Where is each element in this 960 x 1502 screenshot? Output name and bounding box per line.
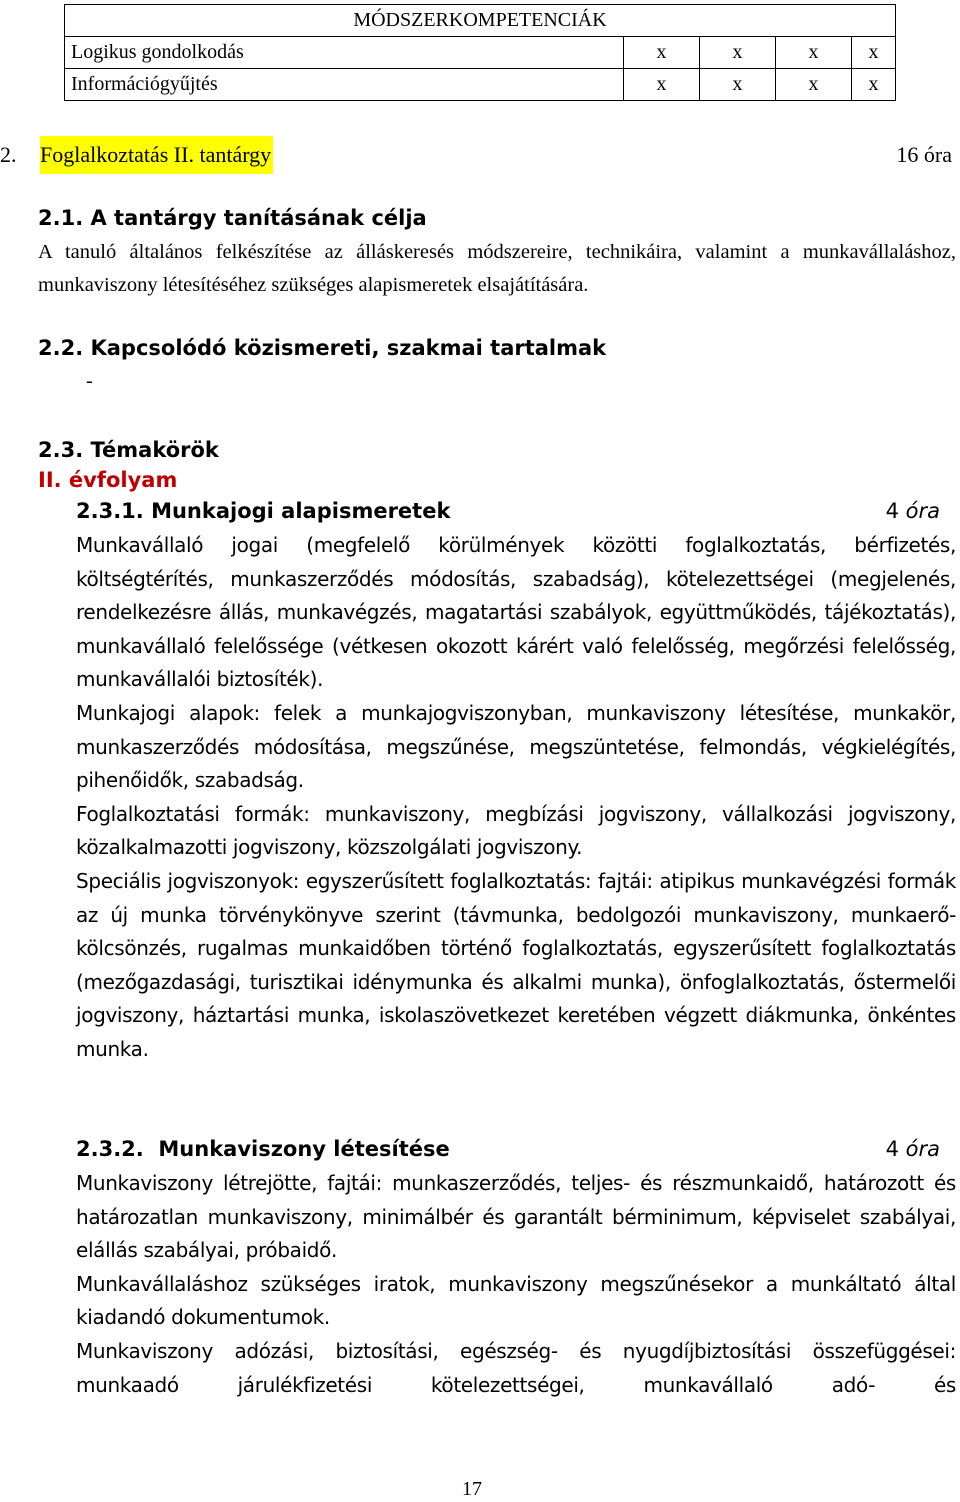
topic-2-heading: 2.3.2. Munkaviszony létesítése [76, 1137, 450, 1161]
mark-cell: x [700, 37, 776, 69]
competency-table [64, 4, 896, 101]
year-label: II. évfolyam [38, 468, 178, 492]
topic-2-body [76, 1167, 956, 1402]
topic-2-hours: 4 óra [885, 1137, 940, 1161]
mark-cell: x [624, 69, 700, 101]
mark-cell: x [776, 37, 852, 69]
row-label: Információgyűjtés [65, 69, 624, 101]
section-2-2-dash: - [86, 370, 93, 392]
page-number: 17 [462, 1478, 482, 1500]
subject-hours: 16 óra [896, 142, 952, 167]
mark-cell: x [624, 37, 700, 69]
paragraph: Munkaviszony adózási, biztosítási, egészség- és nyugdíjbiztosítási összefüggései: munkaadó járulékfizetési kötelezettségei, munkavállaló adó- és [76, 1338, 956, 1397]
table-header: MÓDSZERKOMPETENCIÁK [65, 5, 896, 37]
row-label: Logikus gondolkodás [65, 37, 624, 69]
table-row [65, 37, 896, 69]
section-2-1-text: A tanuló általános felkészítése az álláskeresés módszereire, technikáira, valamint a munkavállaláshoz, munkaviszony létesítéséhez szükséges alapismeretek elsajátítására. [38, 241, 956, 296]
topic-1-body [76, 529, 956, 1067]
paragraph: Munkajogi alapok: felek a munkajogviszonyban, munkaviszony létesítése, munkakör, munkaszerződés módosítása, megszűnése, megszüntetése, felmondás, végkielégítés, pihenőidők, szabadság. [76, 700, 956, 793]
topic-1-hours: 4 óra [885, 499, 940, 523]
section-2-1-body [38, 236, 956, 301]
paragraph: Munkavállaláshoz szükséges iratok, munkaviszony megszűnésekor a munkáltató által kiadandó dokumentumok. [76, 1271, 956, 1330]
paragraph: Munkaviszony létrejötte, fajtái: munkaszerződés, teljes- és részmunkaidő, határozott és határozatlan munkaviszony, minimálbér és garantált bérminimum, képviselet szabályai, elállás szabályai, próbaidő. [76, 1171, 956, 1263]
section-2-3-heading: 2.3. Témakörök [38, 438, 219, 462]
topic-1-heading-row [76, 495, 940, 527]
paragraph: Munkavállaló jogai (megfelelő körülmények közötti foglalkoztatás, bérfizetés, költségtérítés, munkaszerződés módosítás, szabadság), kötelezettségei (megjelenés, rendelkezésre állás, munkavégzés, magatartási szabályok, együttműködés, tájékoztatás), munkavállaló felelőssége (vétkesen okozott kárért való felelősség, megőrzési felelősség, munkavállalói biztosíték). [76, 533, 956, 692]
paragraph: Foglalkoztatási formák: munkaviszony, megbízási jogviszony, vállalkozási jogviszony, közalkalmazotti jogviszony, közszolgálati jogviszony. [76, 801, 956, 860]
mark-cell: x [852, 37, 896, 69]
subject-heading [0, 136, 952, 174]
mark-cell: x [852, 69, 896, 101]
topic-1-heading: 2.3.1. Munkajogi alapismeretek [76, 499, 451, 523]
subject-number: 2. [0, 142, 17, 167]
paragraph: Speciális jogviszonyok: egyszerűsített foglalkoztatás: fajtái: atipikus munkavégzési formák az új munka törvénykönyve szerint (távmunka, bedolgozói munkaviszony, munkaerő-kölcsönzés, rugalmas munkaidőben történő foglalkoztatás, egyszerűsített foglalkoztatás (mezőgazdasági, turisztikai idénymunka és alkalmi munka), önfoglalkoztatás, őstermelői jogviszony, háztartási munka, iskolaszövetkezet keretében végzett diákmunka, önkéntes munka. [76, 868, 956, 1061]
table-row [65, 69, 896, 101]
mark-cell: x [700, 69, 776, 101]
section-2-1-heading: 2.1. A tantárgy tanításának célja [38, 206, 427, 230]
section-2-2-heading: 2.2. Kapcsolódó közismereti, szakmai tartalmak [38, 336, 607, 360]
topic-2-heading-row [76, 1133, 940, 1165]
subject-title: Foglalkoztatás II. tantárgy [40, 136, 273, 174]
table-header-row [65, 5, 896, 37]
mark-cell: x [776, 69, 852, 101]
